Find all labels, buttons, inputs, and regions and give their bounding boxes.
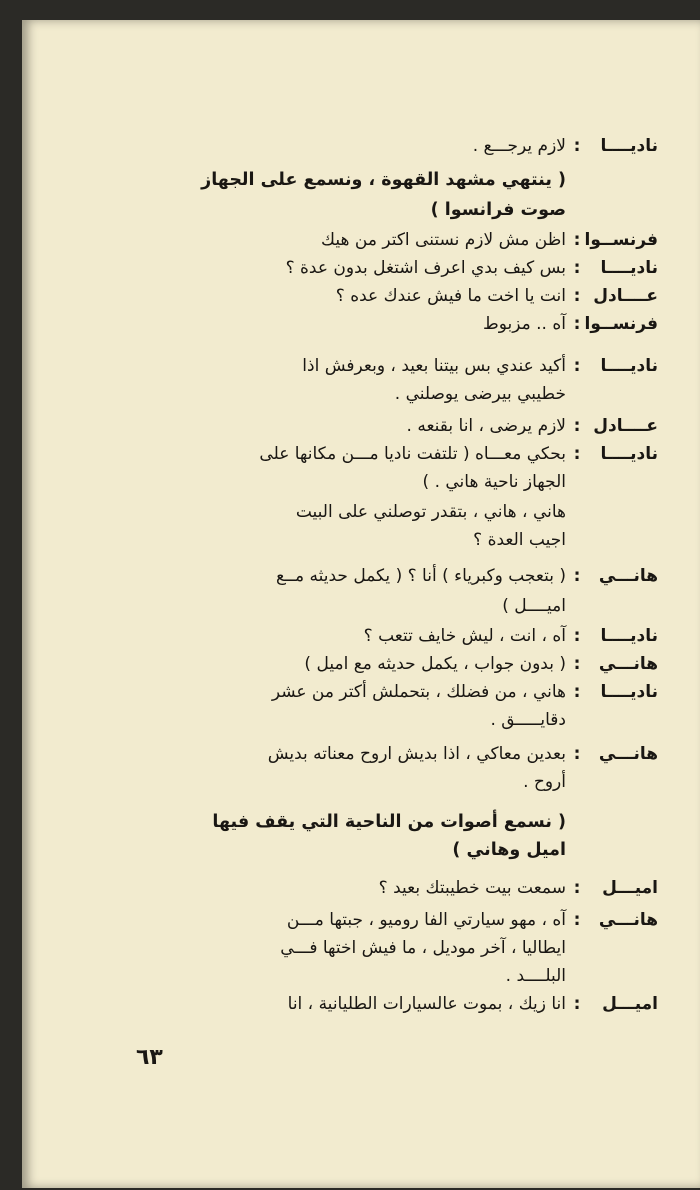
dialogue-line [138, 440, 658, 468]
speaker-name: فرنســوا [584, 230, 658, 250]
page-number: ٦٣ [136, 1045, 163, 1070]
dialogue-line [138, 254, 658, 282]
dialogue-line [138, 990, 658, 1018]
line-text: بحكي معـــاه ( تلتفت ناديا مـــن مكانها على [259, 444, 566, 464]
line-text: أكيد عندي بس بيتنا بعيد ، وبعرفش اذا [302, 356, 566, 376]
line-text: انت يا اخت ما فيش عندك عده ؟ [335, 286, 566, 306]
dialogue-continuation [138, 768, 658, 796]
dialogue-line [138, 562, 658, 590]
line-text: بعدين معاكي ، اذا بديش اروح معناته بديش [267, 744, 566, 764]
speaker-colon: : [573, 258, 581, 278]
line-text: لازم يرضى ، انا بقنعه . [406, 416, 566, 436]
line-text: هاني ، هاني ، بتقدر توصلني على البيت [295, 502, 566, 522]
dialogue-line [138, 352, 658, 380]
dialogue-line [138, 412, 658, 440]
stage-direction [138, 836, 658, 864]
speaker-name: هانـــي [598, 566, 658, 586]
speaker-colon: : [573, 878, 581, 898]
dialogue-continuation [138, 526, 658, 554]
speaker-colon: : [573, 230, 581, 250]
line-text: دقايـــــق . [490, 710, 566, 730]
line-text: آه .. مزبوط [483, 314, 566, 334]
line-text: صوت فرانسوا ) [430, 200, 566, 220]
speaker-name: ناديــــا [600, 682, 658, 702]
line-text: سمعت بيت خطيبتك بعيد ؟ [378, 878, 566, 898]
dialogue-line [138, 906, 658, 934]
speaker-colon: : [573, 682, 581, 702]
speaker-colon: : [573, 286, 581, 306]
speaker-name: اميـــل [602, 994, 658, 1014]
dialogue-continuation [138, 468, 658, 496]
speaker-name: اميـــل [602, 878, 658, 898]
speaker-colon: : [573, 416, 581, 436]
dialogue-line [138, 740, 658, 768]
book-page [22, 20, 700, 1188]
speaker-name: ناديــــا [600, 258, 658, 278]
speaker-colon: : [573, 654, 581, 674]
speaker-name: ناديــــا [600, 356, 658, 376]
line-text: آه ، انت ، ليش خايف تتعب ؟ [363, 626, 566, 646]
line-text: آه ، مهو سيارتي الفا روميو ، جبتها مـــن [286, 910, 566, 930]
line-text: البلــــد . [505, 966, 566, 986]
speaker-colon: : [573, 314, 581, 334]
speaker-colon: : [573, 626, 581, 646]
speaker-colon: : [573, 136, 581, 156]
line-text: لازم يرجـــع . [472, 136, 566, 156]
dialogue-line [138, 650, 658, 678]
speaker-name: عــــادل [593, 286, 658, 306]
speaker-name: هانـــي [598, 910, 658, 930]
dialogue-continuation [138, 592, 658, 620]
speaker-name: ناديــــا [600, 626, 658, 646]
dialogue-line [138, 622, 658, 650]
dialogue-line [138, 226, 658, 254]
line-text: بس كيف بدي اعرف اشتغل بدون عدة ؟ [285, 258, 566, 278]
dialogue-continuation [138, 380, 658, 408]
line-text: أروح . [523, 772, 566, 792]
line-text: ( بدون جواب ، يكمل حديثه مع اميل ) [304, 654, 566, 674]
speaker-colon: : [573, 356, 581, 376]
dialogue-line [138, 678, 658, 706]
line-text: اجيب العدة ؟ [473, 530, 566, 550]
speaker-colon: : [573, 444, 581, 464]
line-text: الجهاز ناحية هاني . ) [422, 472, 566, 492]
line-text: اميل وهاني ) [452, 840, 566, 860]
speaker-name: هانـــي [598, 744, 658, 764]
dialogue-continuation [138, 962, 658, 990]
dialogue-line [138, 310, 658, 338]
dialogue-line [138, 874, 658, 902]
line-text: اميــــل ) [502, 596, 566, 616]
line-text: ايطاليا ، آخر موديل ، ما فيش اختها فـــي [280, 938, 566, 958]
speaker-colon: : [573, 910, 581, 930]
dialogue-continuation [138, 934, 658, 962]
line-text: ( نسمع أصوات من الناحية التي يقف فيها [212, 812, 566, 832]
speaker-name: فرنســوا [584, 314, 658, 334]
line-text: ( ينتهي مشهد القهوة ، ونسمع على الجهاز [201, 170, 566, 190]
speaker-name: ناديــــا [600, 444, 658, 464]
dialogue-continuation [138, 498, 658, 526]
speaker-name: هانـــي [598, 654, 658, 674]
line-text: هاني ، من فضلك ، بتحملش أكتر من عشر [271, 682, 566, 702]
stage-direction [138, 196, 658, 224]
speaker-name: عــــادل [593, 416, 658, 436]
stage-direction [138, 808, 658, 836]
line-text: خطيبي بيرضى يوصلني . [394, 384, 566, 404]
line-text: ( بتعجب وكبرياء ) أنا ؟ ( يكمل حديثه مــع [276, 566, 566, 586]
speaker-colon: : [573, 566, 581, 586]
speaker-name: ناديــــا [600, 136, 658, 156]
dialogue-line [138, 282, 658, 310]
line-text: انا زيك ، بموت عالسيارات الطليانية ، انا [287, 994, 566, 1014]
line-text: اظن مش لازم نستنى اكتر من هيك [321, 230, 566, 250]
speaker-colon: : [573, 994, 581, 1014]
dialogue-continuation [138, 706, 658, 734]
speaker-colon: : [573, 744, 581, 764]
dialogue-line [138, 132, 658, 160]
stage-direction [138, 166, 658, 194]
